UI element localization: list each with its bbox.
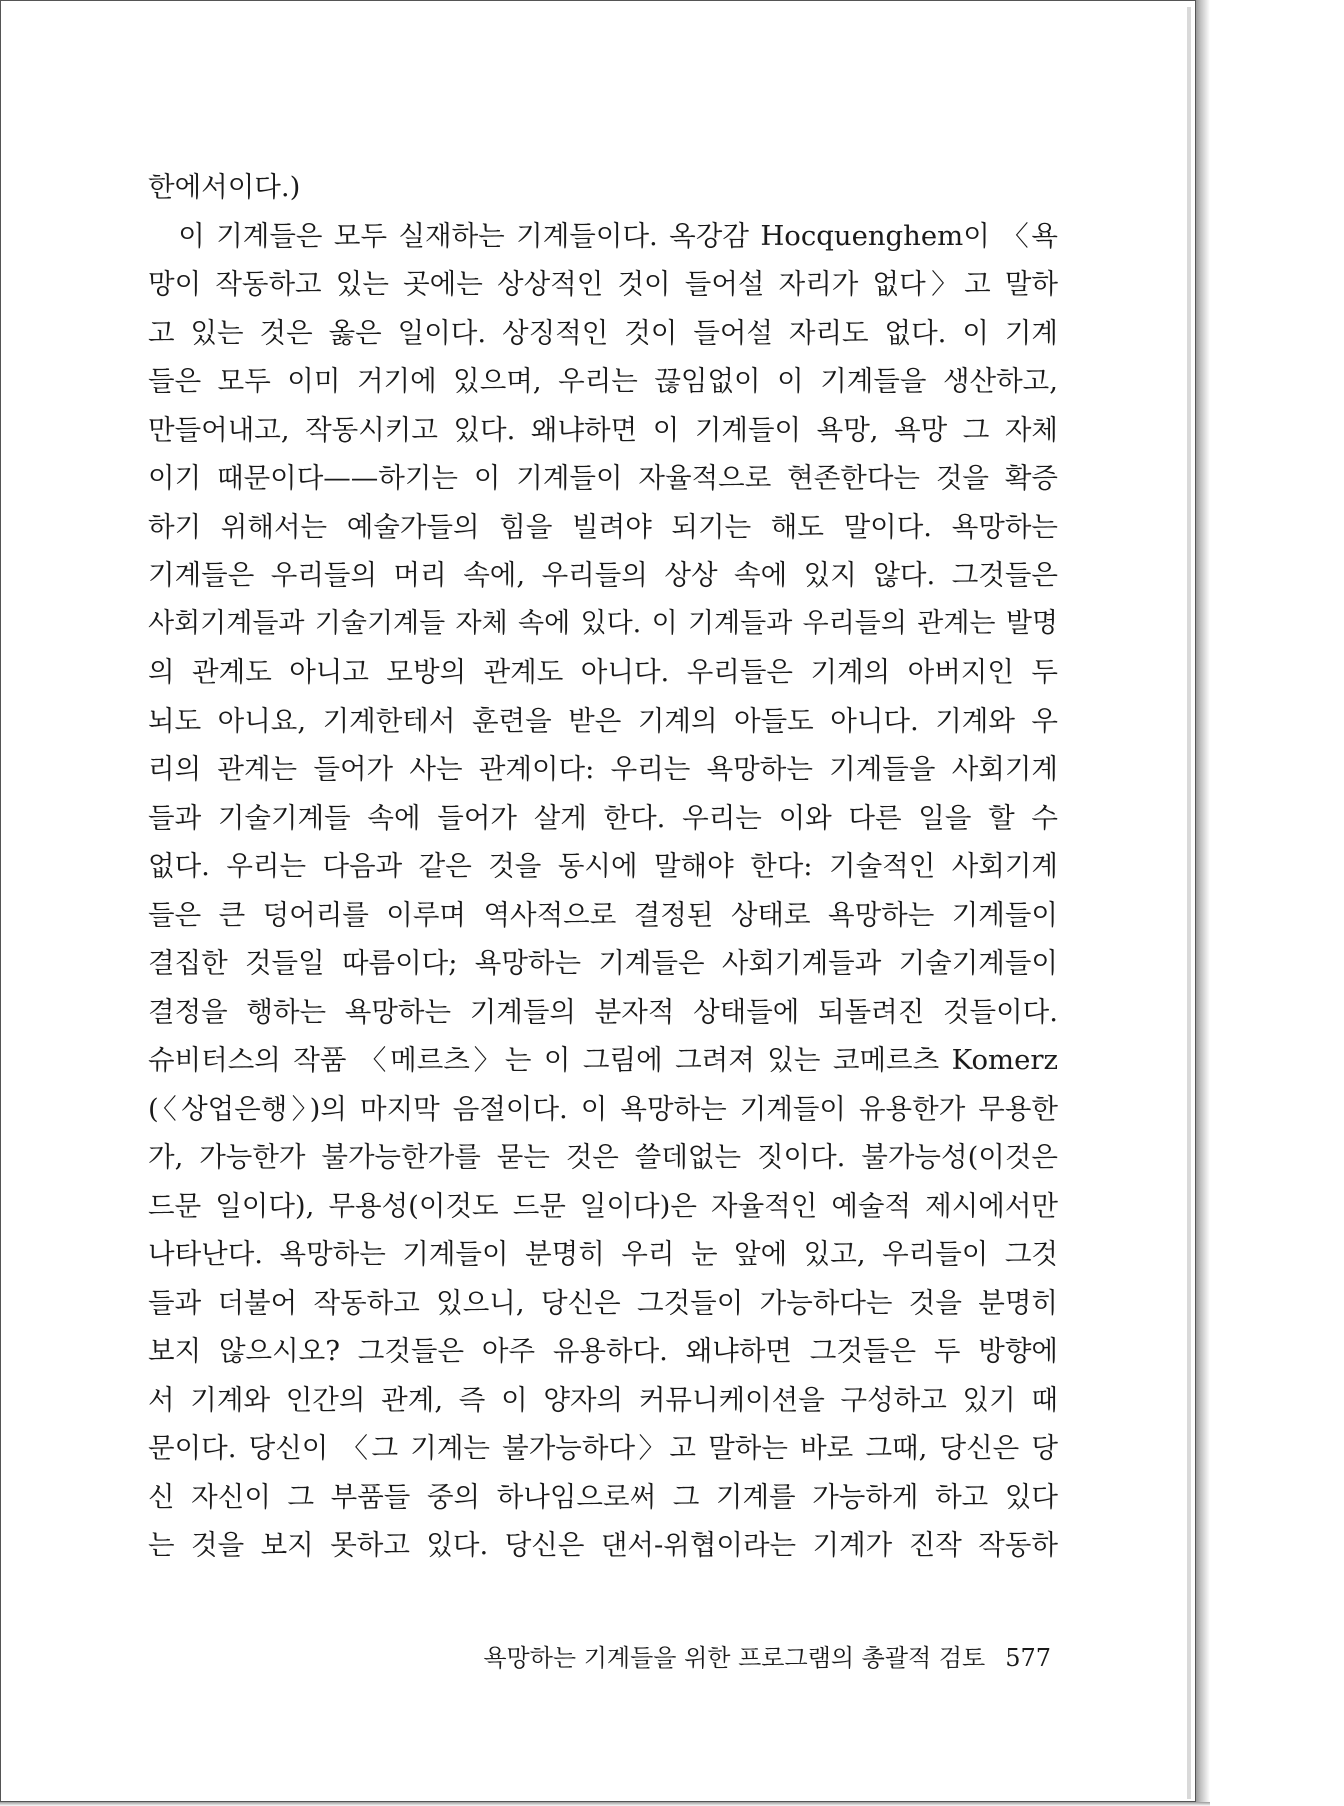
page-edge	[1187, 7, 1191, 1799]
text-line: 들은 모두 이미 거기에 있으며, 우리는 끊임없이 이 기계들을 생산하고,	[148, 365, 1058, 397]
text-line: 의 관계도 아니고 모방의 관계도 아니다. 우리들은 기계의 아버지인 두	[148, 656, 1058, 688]
body-text	[148, 163, 1058, 1570]
text-line: 사회기계들과 기술기계들 자체 속에 있다. 이 기계들과 우리들의 관계는 발명	[148, 607, 1058, 639]
text-line: 가, 가능한가 불가능한가를 묻는 것은 쓸데없는 짓이다. 불가능성(이것은	[148, 1141, 1058, 1173]
text-line: (〈상업은행〉)의 마지막 음절이다. 이 욕망하는 기계들이 유용한가 무용한	[148, 1092, 1058, 1125]
text-line: 결정을 행하는 욕망하는 기계들의 분자적 상태들에 되돌려진 것들이다.	[148, 995, 1058, 1028]
text-line: 망이 작동하고 있는 곳에는 상상적인 것이 들어설 자리가 없다〉고 말하	[148, 268, 1058, 300]
text-line: 고 있는 것은 옳은 일이다. 상징적인 것이 들어설 자리도 없다. 이 기계	[148, 316, 1058, 349]
page-number: 577	[1005, 1644, 1051, 1672]
text-line: 없다. 우리는 다음과 같은 것을 동시에 말해야 한다: 기술적인 사회기계	[148, 850, 1058, 882]
text-line: 문이다. 당신이 〈그 기계는 불가능하다〉고 말하는 바로 그때, 당신은 당	[148, 1432, 1058, 1464]
text-line: 결집한 것들일 따름이다; 욕망하는 기계들은 사회기계들과 기술기계들이	[148, 947, 1058, 979]
text-line: 기계들은 우리들의 머리 속에, 우리들의 상상 속에 있지 않다. 그것들은	[148, 559, 1058, 591]
page-shadow-bottom	[0, 1802, 1210, 1806]
text-line: 이 기계들은 모두 실재하는 기계들이다. 옥강감 Hocquenghem이 〈욕	[148, 219, 1058, 252]
page-shadow	[1196, 0, 1210, 1806]
text-line: 이기 때문이다——하기는 이 기계들이 자율적으로 현존한다는 것을 확증	[148, 462, 1058, 494]
text-line: 슈비터스의 작품 〈메르츠〉는 이 그림에 그려져 있는 코메르츠 Komerz	[148, 1044, 1058, 1076]
text-line: 뇌도 아니요, 기계한테서 훈련을 받은 기계의 아들도 아니다. 기계와 우	[148, 704, 1058, 737]
text-line: 서 기계와 인간의 관계, 즉 이 양자의 커뮤니케이션을 구성하고 있기 때	[148, 1383, 1058, 1416]
text-line: 리의 관계는 들어가 사는 관계이다: 우리는 욕망하는 기계들을 사회기계	[148, 753, 1058, 785]
page-footer	[451, 1638, 1051, 1673]
text-line: 하기 위해서는 예술가들의 힘을 빌려야 되기는 해도 말이다. 욕망하는	[148, 510, 1058, 543]
text-line: 들은 큰 덩어리를 이루며 역사적으로 결정된 상태로 욕망하는 기계들이	[148, 898, 1058, 931]
text-line: 나타난다. 욕망하는 기계들이 분명히 우리 눈 앞에 있고, 우리들이 그것	[148, 1238, 1058, 1270]
text-line: 는 것을 보지 못하고 있다. 당신은 댄서-위협이라는 기계가 진작 작동하	[148, 1529, 1058, 1561]
text-line: 한에서이다.)	[148, 171, 301, 203]
text-line: 신 자신이 그 부품들 중의 하나임으로써 그 기계를 가능하게 하고 있다	[148, 1480, 1058, 1513]
text-line: 들과 더불어 작동하고 있으니, 당신은 그것들이 가능하다는 것을 분명히	[148, 1286, 1058, 1319]
text-line: 드문 일이다), 무용성(이것도 드문 일이다)은 자율적인 예술적 제시에서만	[148, 1189, 1058, 1222]
running-footer-title: 욕망하는 기계들을 위한 프로그램의 총괄적 검토	[483, 1644, 986, 1672]
text-line: 만들어내고, 작동시키고 있다. 왜냐하면 이 기계들이 욕망, 욕망 그 자체	[148, 413, 1058, 446]
text-line: 들과 기술기계들 속에 들어가 살게 한다. 우리는 이와 다른 일을 할 수	[148, 801, 1058, 834]
text-line: 보지 않으시오? 그것들은 아주 유용하다. 왜냐하면 그것들은 두 방향에	[148, 1335, 1058, 1367]
